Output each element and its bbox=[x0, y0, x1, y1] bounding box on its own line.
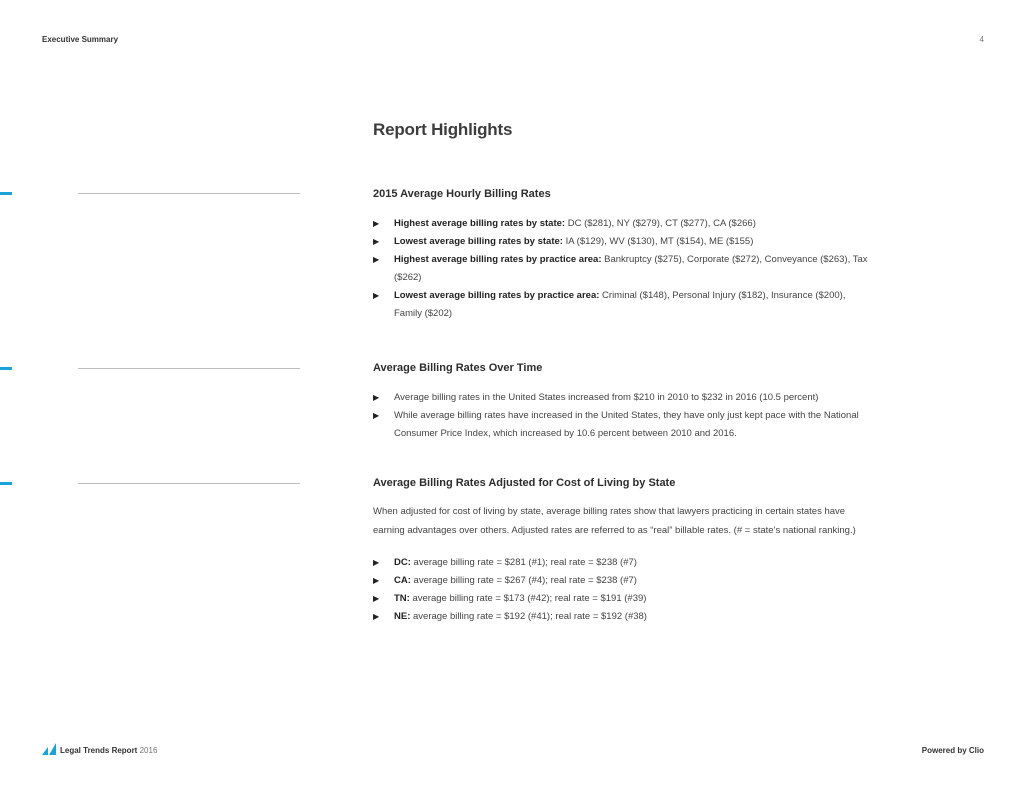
footer-powered-by: Powered by Clio bbox=[921, 746, 984, 755]
arrow-bullet-icon: ▶ bbox=[373, 291, 380, 300]
section-cost-of-living-adjusted bbox=[373, 477, 873, 626]
footer-report-name: Legal Trends Report 2016 bbox=[60, 746, 158, 755]
section-accent-bar bbox=[0, 192, 12, 195]
arrow-bullet-icon: ▶ bbox=[373, 393, 380, 402]
arrow-bullet-icon: ▶ bbox=[373, 237, 380, 246]
section-accent-bar bbox=[0, 482, 12, 485]
section-divider bbox=[78, 483, 300, 484]
section-divider bbox=[78, 193, 300, 194]
bullet-list bbox=[373, 389, 873, 443]
list-item: ▶ CA: average billing rate = $267 (#4); real rate = $238 (#7) bbox=[373, 572, 873, 590]
running-header: Executive Summary bbox=[42, 35, 119, 44]
section-billing-rates-2015 bbox=[373, 188, 873, 323]
section-heading: Average Billing Rates Adjusted for Cost of Living by State bbox=[373, 477, 676, 489]
list-item: ▶ Lowest average billing rates by practice area: Criminal ($148), Personal Injury ($182), Insurance ($200), Family ($202) bbox=[373, 287, 873, 323]
section-heading: 2015 Average Hourly Billing Rates bbox=[373, 188, 551, 200]
arrow-bullet-icon: ▶ bbox=[373, 594, 380, 603]
list-item: ▶ Average billing rates in the United States increased from $210 in 2010 to $232 in 2016 (10.5 percent) bbox=[373, 389, 873, 407]
bullet-list bbox=[373, 215, 873, 323]
arrow-bullet-icon: ▶ bbox=[373, 612, 380, 621]
list-item: ▶ Lowest average billing rates by state: IA ($129), WV ($130), MT ($154), ME ($155) bbox=[373, 233, 873, 251]
section-accent-bar bbox=[0, 367, 12, 370]
section-divider bbox=[78, 368, 300, 369]
section-heading: Average Billing Rates Over Time bbox=[373, 362, 543, 374]
arrow-bullet-icon: ▶ bbox=[373, 411, 380, 420]
list-item: ▶ NE: average billing rate = $192 (#41); real rate = $192 (#38) bbox=[373, 608, 873, 626]
arrow-bullet-icon: ▶ bbox=[373, 576, 380, 585]
arrow-bullet-icon: ▶ bbox=[373, 255, 380, 264]
section-paragraph: When adjusted for cost of living by state, average billing rates show that lawyers practicing in certain states have earning advantages over others. Adjusted rates are referred to as “real” billable rates. (# = state’s national ranking.) bbox=[373, 506, 856, 536]
page-number: 4 bbox=[979, 35, 984, 44]
list-item: ▶ TN: average billing rate = $173 (#42); real rate = $191 (#39) bbox=[373, 590, 873, 608]
arrow-bullet-icon: ▶ bbox=[373, 219, 380, 228]
list-item: ▶ While average billing rates have increased in the United States, they have only just kept pace with the National Consumer Price Index, which increased by 10.6 percent between 2010 and 2016. bbox=[373, 407, 873, 443]
section-rates-over-time bbox=[373, 362, 873, 443]
list-item: ▶ Highest average billing rates by practice area: Bankruptcy ($275), Corporate ($272), Conveyance ($263), Tax ($262) bbox=[373, 251, 873, 287]
list-item: ▶ Highest average billing rates by state: DC ($281), NY ($279), CT ($277), CA ($266) bbox=[373, 215, 873, 233]
clio-logo-icon bbox=[42, 743, 56, 755]
bullet-list bbox=[373, 554, 873, 626]
arrow-bullet-icon: ▶ bbox=[373, 558, 380, 567]
page-title: Report Highlights bbox=[373, 120, 513, 139]
list-item: ▶ DC: average billing rate = $281 (#1); real rate = $238 (#7) bbox=[373, 554, 873, 572]
